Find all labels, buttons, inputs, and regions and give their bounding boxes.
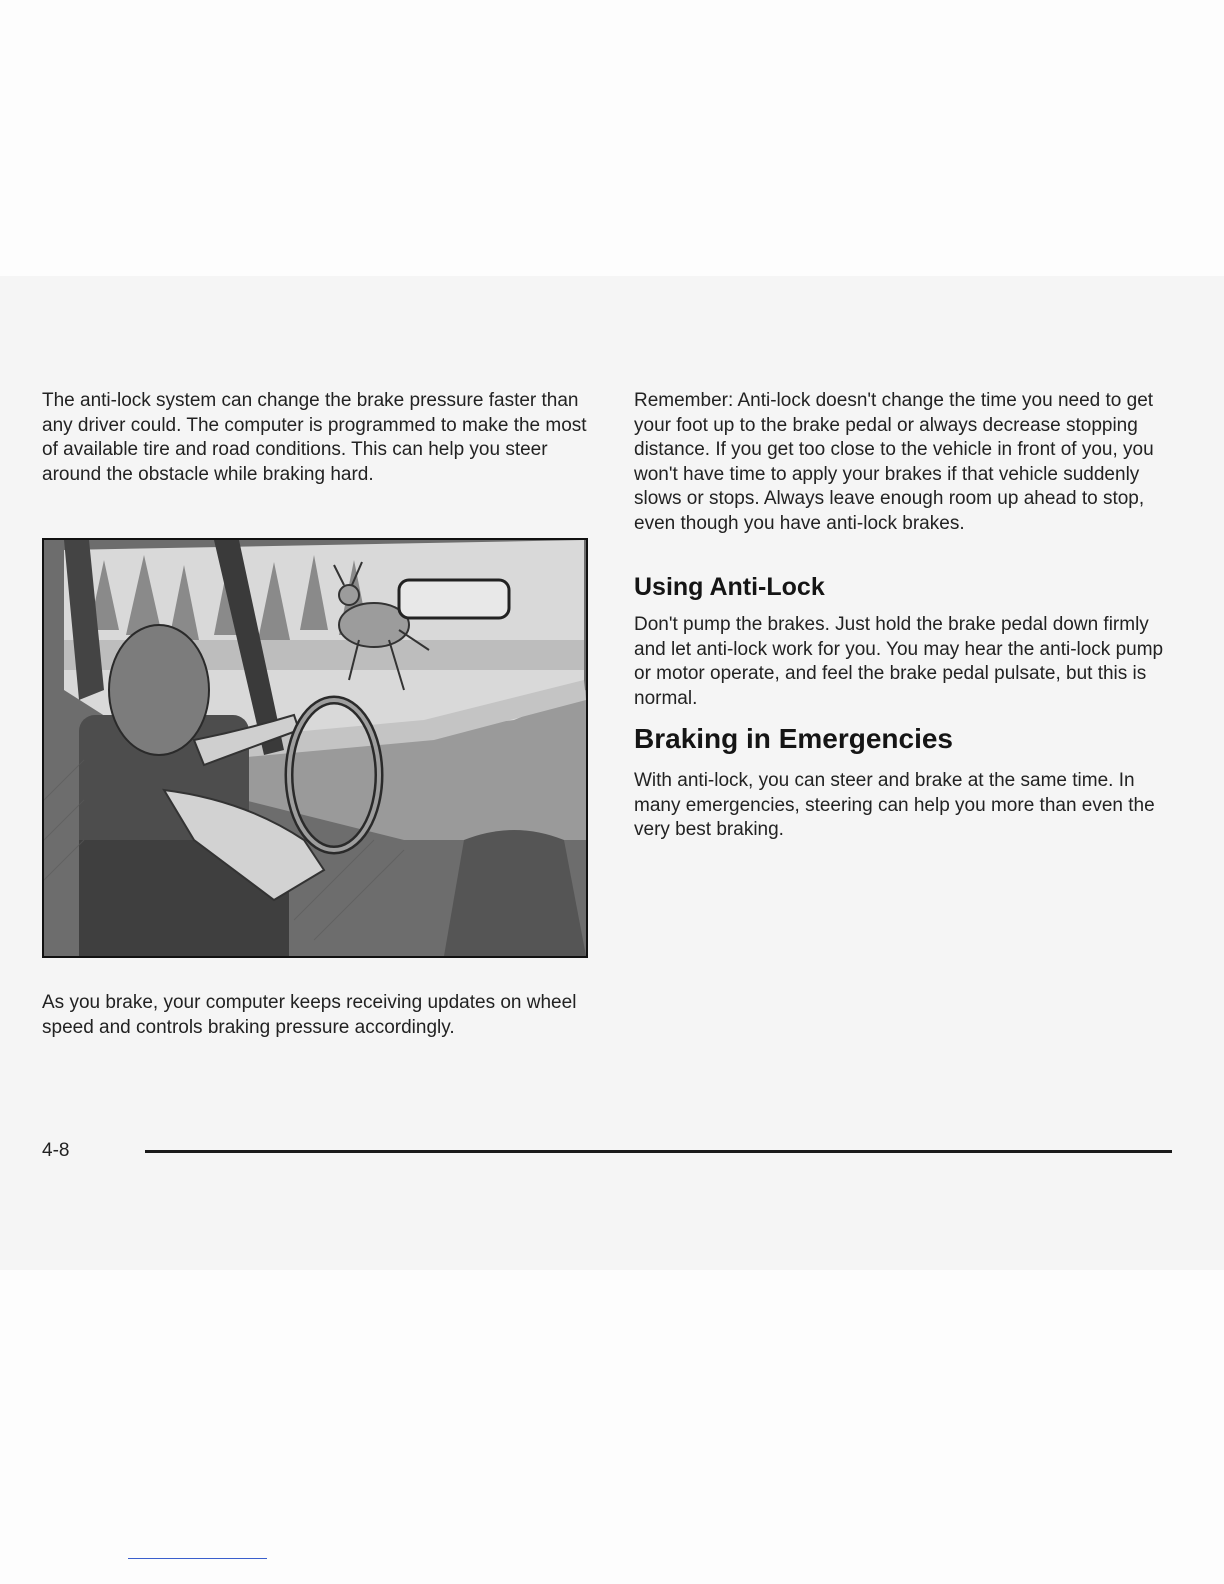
using-anti-lock-heading: Using Anti-Lock [634, 573, 825, 601]
using-anti-lock-paragraph: Don't pump the brakes. Just hold the brake pedal down firmly and let anti-lock work for you. You may hear the anti-lock pump or motor operate, and feel the brake pedal pulsate, but this is normal. [634, 614, 1164, 709]
intro-paragraph: The anti-lock system can change the brake pressure faster than any driver could. The computer is programmed to make the most of available tire and road conditions. This can help you steer around the obstacle while braking hard. [42, 390, 587, 485]
braking-emergencies-heading: Braking in Emergencies [634, 723, 954, 754]
driver-braking-deer-illustration [42, 538, 588, 958]
footer-rule [145, 1150, 1172, 1153]
remember-paragraph: Remember: Anti-lock doesn't change the time you need to get your foot up to the brake pedal or always decrease stopping distance. If you get too close to the vehicle in front of you, you won't have time to apply your brakes if that vehicle suddenly slows or stops. Always leave enough room up ahead to stop, even though you have anti-lock brakes. [634, 390, 1154, 534]
page-number: 4-8 [42, 1140, 70, 1161]
braking-emergencies-paragraph: With anti-lock, you can steer and brake at the same time. In many emergencies, steering can help you more than even the very best braking. [634, 770, 1155, 840]
after-figure-paragraph: As you brake, your computer keeps receiving updates on wheel speed and controls braking pressure accordingly. [42, 992, 577, 1038]
bottom-underline [128, 1558, 267, 1559]
